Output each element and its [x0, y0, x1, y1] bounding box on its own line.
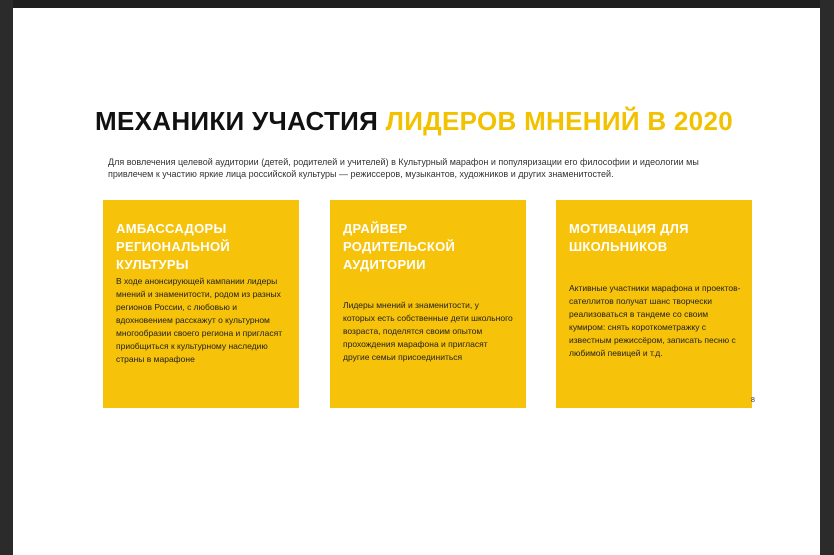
card-text: Активные участники марафона и проектов-сателлитов получат шанс творчески реализоваться в тандеме со своим кумиром: снять короткометражку с известным режиссёром, записать песню с любимой певицей и т.д.	[569, 283, 741, 358]
slide	[13, 8, 820, 555]
viewer-top-bar	[0, 0, 834, 8]
card-student-motivation	[556, 200, 752, 408]
card-title: МОТИВАЦИЯ ДЛЯ ШКОЛЬНИКОВ	[569, 221, 689, 254]
card-title: ДРАЙВЕР РОДИТЕЛЬСКОЙ АУДИТОРИИ	[343, 221, 456, 272]
title-main: МЕХАНИКИ УЧАСТИЯ	[95, 106, 386, 136]
intro-paragraph: Для вовлечения целевой аудитории (детей, родителей и учителей) в Культурный марафон и популяризации его философии и идеологии мы привлечем к участию яркие лица российской культуры — режиссеров, музыкантов, художников и других знаменитостей.	[108, 157, 699, 179]
title-accent: ЛИДЕРОВ МНЕНИЙ В 2020	[385, 106, 733, 136]
card-title: АМБАССАДОРЫ РЕГИОНАЛЬНОЙ КУЛЬТУРЫ	[116, 221, 231, 272]
page-number: 8	[751, 397, 755, 404]
viewer-right-border	[820, 0, 834, 555]
viewer-left-border	[0, 0, 13, 555]
card-parent-driver	[330, 200, 526, 408]
card-ambassadors	[103, 200, 299, 408]
card-text: В ходе анонсирующей кампании лидеры мнений и знаменитости, родом из разных регионов России, с любовью и вдохновением расскажут о культурном многообразии своего региона и пригласят приобщиться к культурному наследию страны в марафоне	[116, 276, 283, 364]
card-text: Лидеры мнений и знаменитости, у которых есть собственные дети школьного возраста, поделятся своим опытом прохождения марафона и пригласят другие семьи присоединиться	[343, 300, 513, 362]
slide-title	[95, 106, 733, 137]
